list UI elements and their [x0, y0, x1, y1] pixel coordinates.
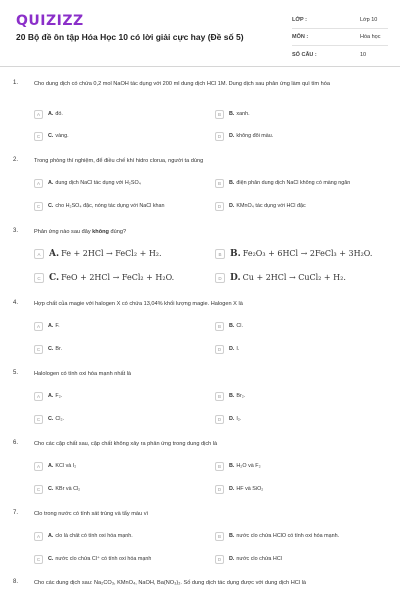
- question-text: Clo trong nước có tính sát trùng và tẩy màu vì: [34, 511, 149, 517]
- meta-label: LỚP :: [292, 17, 307, 23]
- option-c[interactable]: [34, 200, 210, 212]
- option-box: C: [34, 415, 43, 424]
- option-box: C: [34, 555, 43, 564]
- option-label: [229, 533, 339, 539]
- question-number: 7.: [13, 510, 19, 516]
- option-box: A: [34, 179, 43, 188]
- option-letter: D.: [229, 556, 235, 562]
- option-box: B: [215, 249, 225, 259]
- option-text: vàng.: [55, 133, 69, 139]
- option-text: đỏ.: [55, 111, 63, 117]
- question-number: 6.: [13, 440, 19, 446]
- option-letter: A.: [48, 533, 54, 539]
- option-letter: D.: [229, 346, 235, 352]
- option-letter: A.: [48, 111, 54, 117]
- option-c[interactable]: [34, 483, 210, 495]
- option-label: [48, 203, 165, 209]
- option-text: H₂O và F₂: [236, 463, 261, 469]
- option-text: không đổi màu.: [236, 133, 274, 139]
- option-text: F₂.: [55, 393, 63, 399]
- option-letter: C.: [49, 273, 60, 283]
- option-box: C: [34, 132, 43, 141]
- question-text-pre: Phản ứng nào sau đây: [34, 229, 93, 235]
- option-text: dung dịch NaCl tác dụng với H₂SO₄: [55, 180, 141, 186]
- option-label: [48, 533, 133, 539]
- option-label: [229, 133, 273, 139]
- header: [0, 0, 400, 62]
- option-box: D: [215, 485, 224, 494]
- option-box: D: [215, 132, 224, 141]
- option-text: I₂.: [236, 416, 242, 422]
- option-d[interactable]: [215, 343, 391, 355]
- option-letter: B.: [229, 180, 235, 186]
- option-letter: B.: [229, 533, 235, 539]
- meta-row-count: [292, 46, 388, 63]
- option-c[interactable]: [34, 130, 210, 142]
- option-a[interactable]: [34, 390, 210, 402]
- option-label: [48, 323, 60, 329]
- option-b[interactable]: [215, 390, 391, 402]
- header-divider: [0, 66, 400, 67]
- option-text: Cl₂.: [55, 416, 65, 422]
- option-letter: B.: [229, 393, 235, 399]
- option-letter: D.: [230, 273, 241, 283]
- meta-table: [292, 12, 388, 63]
- meta-row-grade: [292, 12, 388, 29]
- meta-label: MÔN :: [292, 34, 309, 40]
- question-text: [34, 228, 386, 237]
- option-box: B: [215, 392, 224, 401]
- question-text: Cho dung dịch có chứa 0,2 mol NaOH tác dụng với 200 ml dung dịch HCl 1M. Dung dịch sau phản ứng làm quì tím hóa: [34, 81, 330, 87]
- option-letter: D.: [229, 133, 235, 139]
- option-letter: C.: [48, 133, 54, 139]
- option-d[interactable]: [215, 483, 391, 495]
- option-letter: C.: [48, 346, 54, 352]
- option-text: Fe + 2HCl → FeCl₂ + H₂.: [61, 249, 162, 258]
- option-label: [48, 346, 62, 352]
- option-b[interactable]: [215, 530, 391, 542]
- option-text: KMnO₄ tác dụng với HCl đặc: [236, 203, 306, 209]
- option-label: [48, 111, 63, 117]
- option-text: I.: [236, 346, 240, 352]
- option-box: D: [215, 555, 224, 564]
- option-label: [229, 203, 306, 209]
- option-box: C: [34, 273, 44, 283]
- option-letter: C.: [48, 416, 54, 422]
- option-box: D: [215, 273, 225, 283]
- option-letter: D.: [229, 486, 235, 492]
- option-label: [229, 323, 243, 329]
- meta-value: 10: [360, 51, 367, 58]
- option-box: A: [34, 110, 43, 119]
- option-letter: C.: [48, 556, 54, 562]
- option-text: Br.: [55, 346, 62, 352]
- option-letter: B.: [229, 111, 235, 117]
- option-box: C: [34, 202, 43, 211]
- question-number: 3.: [13, 228, 19, 234]
- option-box: B: [215, 532, 224, 541]
- option-label: [229, 393, 245, 399]
- option-text: Cl.: [236, 323, 243, 329]
- question-text: Cho các cặp chất sau, cặp chất không xảy ra phản ứng trong dung dịch là: [34, 441, 218, 447]
- question-number: 4.: [13, 300, 19, 306]
- option-letter: D.: [229, 203, 235, 209]
- option-label: [229, 346, 239, 352]
- option-b[interactable]: [215, 248, 391, 260]
- meta-value: Hóa học: [360, 34, 381, 40]
- option-b[interactable]: [215, 460, 391, 472]
- option-c[interactable]: [34, 343, 210, 355]
- question-text-post: đúng?: [108, 229, 127, 235]
- option-label: [230, 273, 346, 283]
- page-title: 20 Bộ đề ôn tập Hóa Học 10 có lời giải cực hay (Đề số 5): [16, 32, 244, 42]
- option-b[interactable]: [215, 320, 391, 332]
- option-label: [48, 486, 80, 492]
- option-text: nước clo chứa HClO có tính oxi hóa mạnh.: [236, 533, 340, 539]
- question-text: Halologen có tính oxi hóa mạnh nhất là: [34, 371, 132, 377]
- option-box: B: [215, 462, 224, 471]
- option-a[interactable]: [34, 108, 210, 120]
- meta-row-subject: [292, 29, 388, 46]
- option-box: C: [34, 485, 43, 494]
- meta-value: Lớp 10: [360, 17, 378, 23]
- option-box: A: [34, 532, 43, 541]
- quizizz-logo: QUIZIZZ: [16, 13, 84, 29]
- option-text: xanh.: [236, 111, 250, 117]
- option-box: B: [215, 179, 224, 188]
- option-c[interactable]: [34, 413, 210, 425]
- option-box: A: [34, 392, 43, 401]
- option-label: [49, 249, 162, 259]
- option-label: [229, 463, 261, 469]
- option-box: C: [34, 345, 43, 354]
- option-label: [229, 486, 263, 492]
- option-box: A: [34, 322, 43, 331]
- option-text: Fe₂O₃ + 6HCl → 2FeCl₃ + 3H₂O.: [242, 249, 373, 258]
- option-text: Br₂.: [236, 393, 246, 399]
- option-box: B: [215, 110, 224, 119]
- option-label: [48, 133, 69, 139]
- option-label: [229, 416, 242, 422]
- option-text: FeO + 2HCl → FeCl₂ + H₂O.: [61, 273, 175, 282]
- meta-label: SỐ CÂU :: [292, 51, 317, 58]
- option-a[interactable]: [34, 460, 210, 472]
- question-number: 5.: [13, 370, 19, 376]
- option-text: điện phân dung dịch NaCl không có màng ngăn: [236, 180, 351, 186]
- option-c[interactable]: [34, 272, 210, 284]
- option-text: KCl và I₂: [55, 463, 77, 469]
- option-letter: A.: [48, 463, 54, 469]
- option-letter: C.: [48, 486, 54, 492]
- option-text: nước clo chứa Cl⁺ có tính oxi hóa mạnh: [55, 556, 152, 562]
- option-text: HF và SiO₂: [236, 486, 264, 492]
- option-letter: C.: [48, 203, 54, 209]
- question-text: Hợp chất của magie với halogen X có chứa 13,04% khối lượng magie. Halogen X là: [34, 301, 243, 307]
- option-label: [48, 463, 76, 469]
- question-number: 8.: [13, 579, 19, 585]
- question-text: Cho các dung dịch sau: Na₂CO₃, KMnO₄, NaOH, Ba(NO₃)₂. Số dung dịch tác dụng được với dung dịch HCl là: [34, 580, 306, 586]
- option-letter: B.: [229, 323, 235, 329]
- option-box: A: [34, 249, 44, 259]
- option-letter: A.: [48, 180, 54, 186]
- option-label: [229, 111, 250, 117]
- question-text-emphasis: không: [92, 229, 109, 235]
- option-letter: B.: [230, 249, 241, 259]
- option-b[interactable]: [215, 177, 391, 189]
- question-number: 1.: [13, 80, 19, 86]
- option-box: D: [215, 415, 224, 424]
- option-letter: B.: [229, 463, 235, 469]
- option-b[interactable]: [215, 108, 391, 120]
- option-text: Cu + 2HCl → CuCl₂ + H₂.: [242, 273, 346, 282]
- option-box: D: [215, 202, 224, 211]
- option-text: F.: [55, 323, 60, 329]
- option-c[interactable]: [34, 553, 210, 565]
- option-a[interactable]: [34, 177, 210, 189]
- option-label: [48, 556, 151, 562]
- option-d[interactable]: [215, 413, 391, 425]
- option-text: nước clo chứa HCl: [236, 556, 282, 562]
- option-text: KBr và Cl₂: [55, 486, 81, 492]
- question-number: 2.: [13, 157, 19, 163]
- option-a[interactable]: [34, 530, 210, 542]
- option-letter: A.: [49, 249, 60, 259]
- option-letter: D.: [229, 416, 235, 422]
- option-box: B: [215, 322, 224, 331]
- option-label: [48, 180, 141, 186]
- option-letter: A.: [48, 393, 54, 399]
- option-text: cho H₂SO₄ đặc, nóng tác dụng với NaCl khan: [55, 203, 165, 209]
- option-letter: A.: [48, 323, 54, 329]
- option-label: [230, 249, 372, 259]
- option-text: clo là chất có tính oxi hóa mạnh.: [55, 533, 133, 539]
- option-label: [229, 180, 350, 186]
- option-d[interactable]: [215, 200, 391, 212]
- option-label: [48, 393, 62, 399]
- option-label: [48, 416, 64, 422]
- option-d[interactable]: [215, 272, 391, 284]
- option-label: [49, 273, 174, 283]
- option-d[interactable]: [215, 130, 391, 142]
- option-a[interactable]: [34, 320, 210, 332]
- option-d[interactable]: [215, 553, 391, 565]
- option-box: D: [215, 345, 224, 354]
- option-box: A: [34, 462, 43, 471]
- option-a[interactable]: [34, 248, 210, 260]
- question-text: Trong phòng thí nghiệm, để điều chế khí hidro clorua, người ta dùng: [34, 158, 204, 164]
- option-label: [229, 556, 282, 562]
